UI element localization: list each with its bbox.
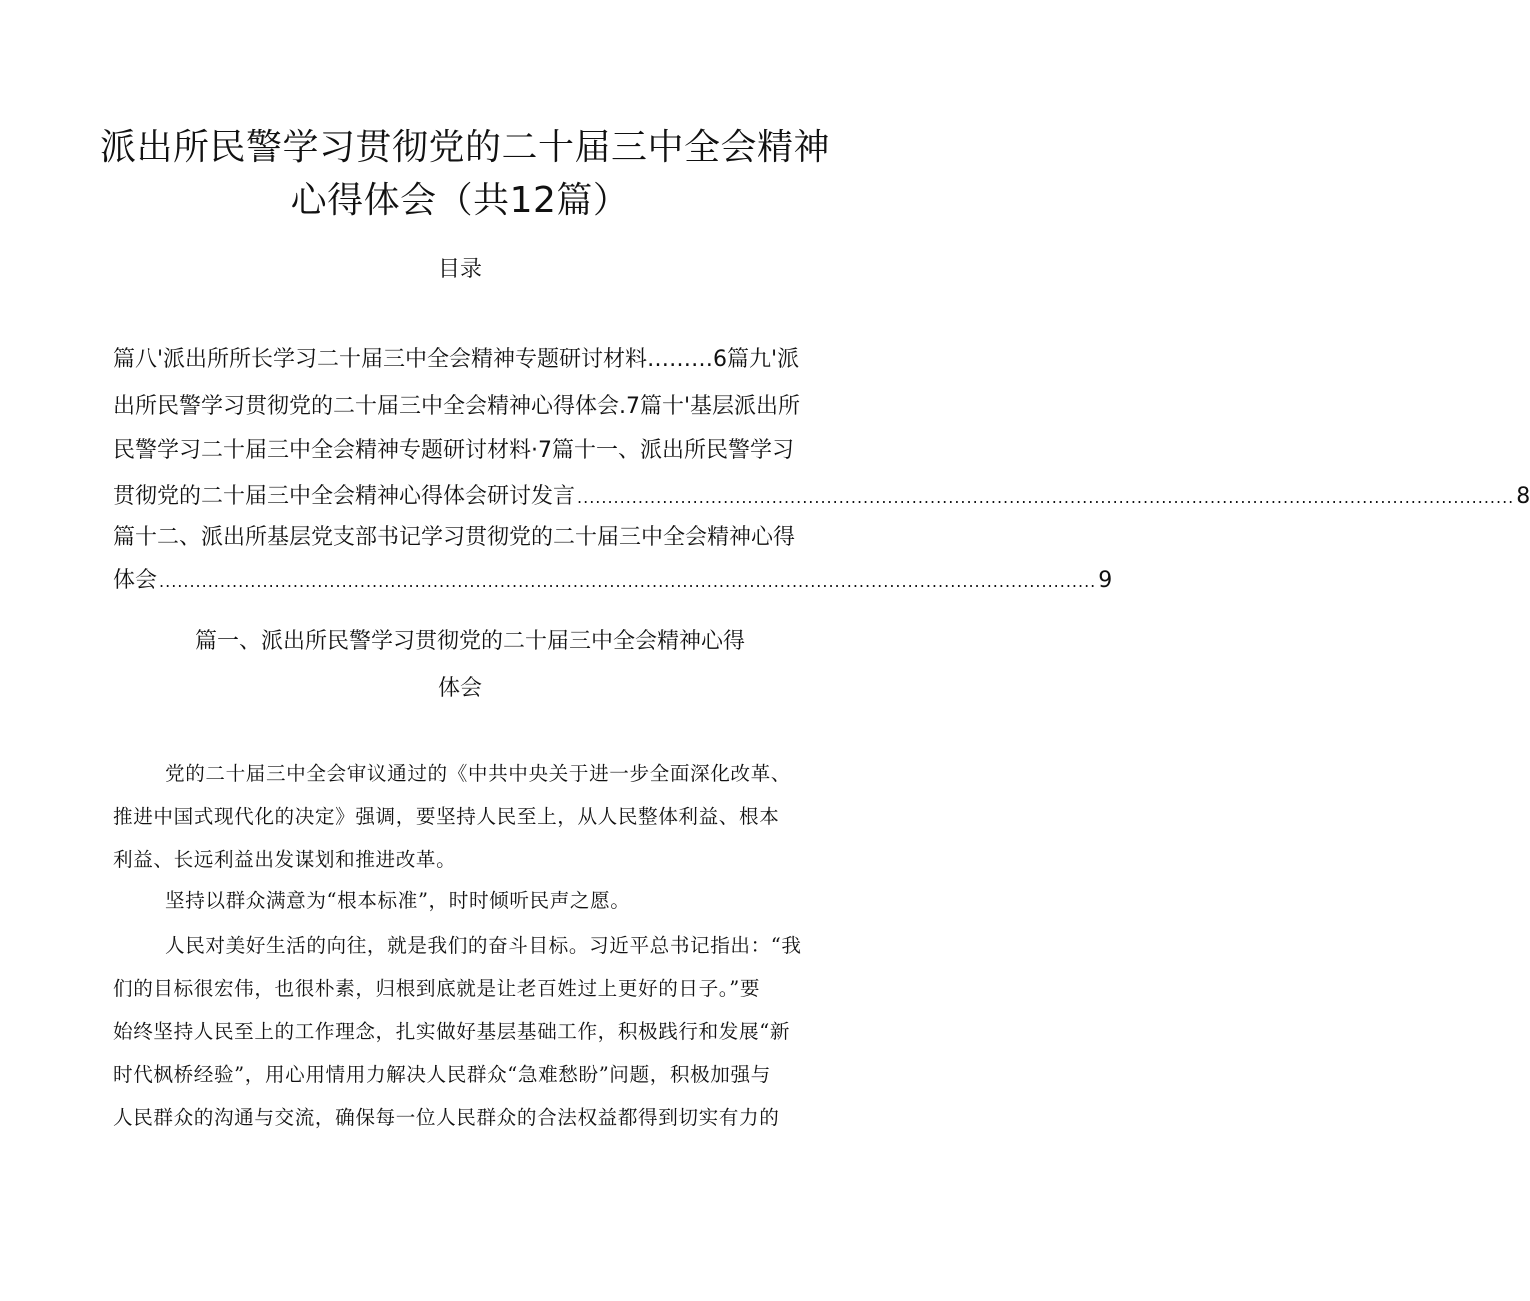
toc-line: 出所民警学习贯彻党的二十届三中全会精神心得体会.7篇十'基层派出所 <box>113 394 801 419</box>
toc-entry-text: 体会 <box>113 568 158 593</box>
toc-line-with-leader <box>113 482 1530 513</box>
toc-line: 篇八'派出所所长学习二十届三中全会精神专题研讨材料………6篇九'派 <box>113 347 800 372</box>
document-title-line2: 心得体会（共12篇） <box>290 180 630 221</box>
body-line: 人民对美好生活的向往，就是我们的奋斗目标。习近平总书记指出：“我 <box>165 934 802 957</box>
body-line: 始终坚持人民至上的工作理念，扎实做好基层基础工作，积极践行和发展“新 <box>113 1020 791 1043</box>
body-line: 党的二十届三中全会审议通过的《中共中央关于进一步全面深化改革、 <box>165 762 792 785</box>
body-line: 们的目标很宏伟，也很朴素，归根到底就是让老百姓过上更好的日子。”要 <box>113 977 761 1000</box>
toc-leader-dots: .......................................................................................................................................................... <box>159 572 1097 591</box>
toc-page-number: 9 <box>1098 568 1113 593</box>
toc-leader-dots: .......................................................................................................................................................... <box>577 488 1515 507</box>
section-heading-line2: 体会 <box>437 676 482 701</box>
body-line: 人民群众的沟通与交流，确保每一位人民群众的合法权益都得到切实有力的 <box>113 1106 780 1129</box>
section-heading-line1: 篇一、派出所民警学习贯彻党的二十届三中全会精神心得 <box>194 629 745 654</box>
document-title-line1: 派出所民警学习贯彻党的二十届三中全会精神 <box>100 127 831 168</box>
body-line: 利益、长远利益出发谋划和推进改革。 <box>113 848 457 871</box>
toc-page-number: 8 <box>1516 484 1530 509</box>
toc-heading: 目录 <box>437 257 482 282</box>
body-line: 坚持以群众满意为“根本标准”，时时倾听民声之愿。 <box>165 889 631 912</box>
toc-line: 篇十二、派出所基层党支部书记学习贯彻党的二十届三中全会精神心得 <box>113 525 796 550</box>
toc-line: 民警学习二十届三中全会精神专题研讨材料·7篇十一、派出所民警学习 <box>113 438 794 463</box>
toc-entry-text: 贯彻党的二十届三中全会精神心得体会研讨发言 <box>113 484 576 509</box>
toc-line-with-leader <box>113 566 1113 597</box>
body-line: 推进中国式现代化的决定》强调，要坚持人民至上，从人民整体利益、根本 <box>113 805 780 828</box>
body-line: 时代枫桥经验”，用心用情用力解决人民群众“急难愁盼”问题，积极加强与 <box>113 1063 771 1086</box>
